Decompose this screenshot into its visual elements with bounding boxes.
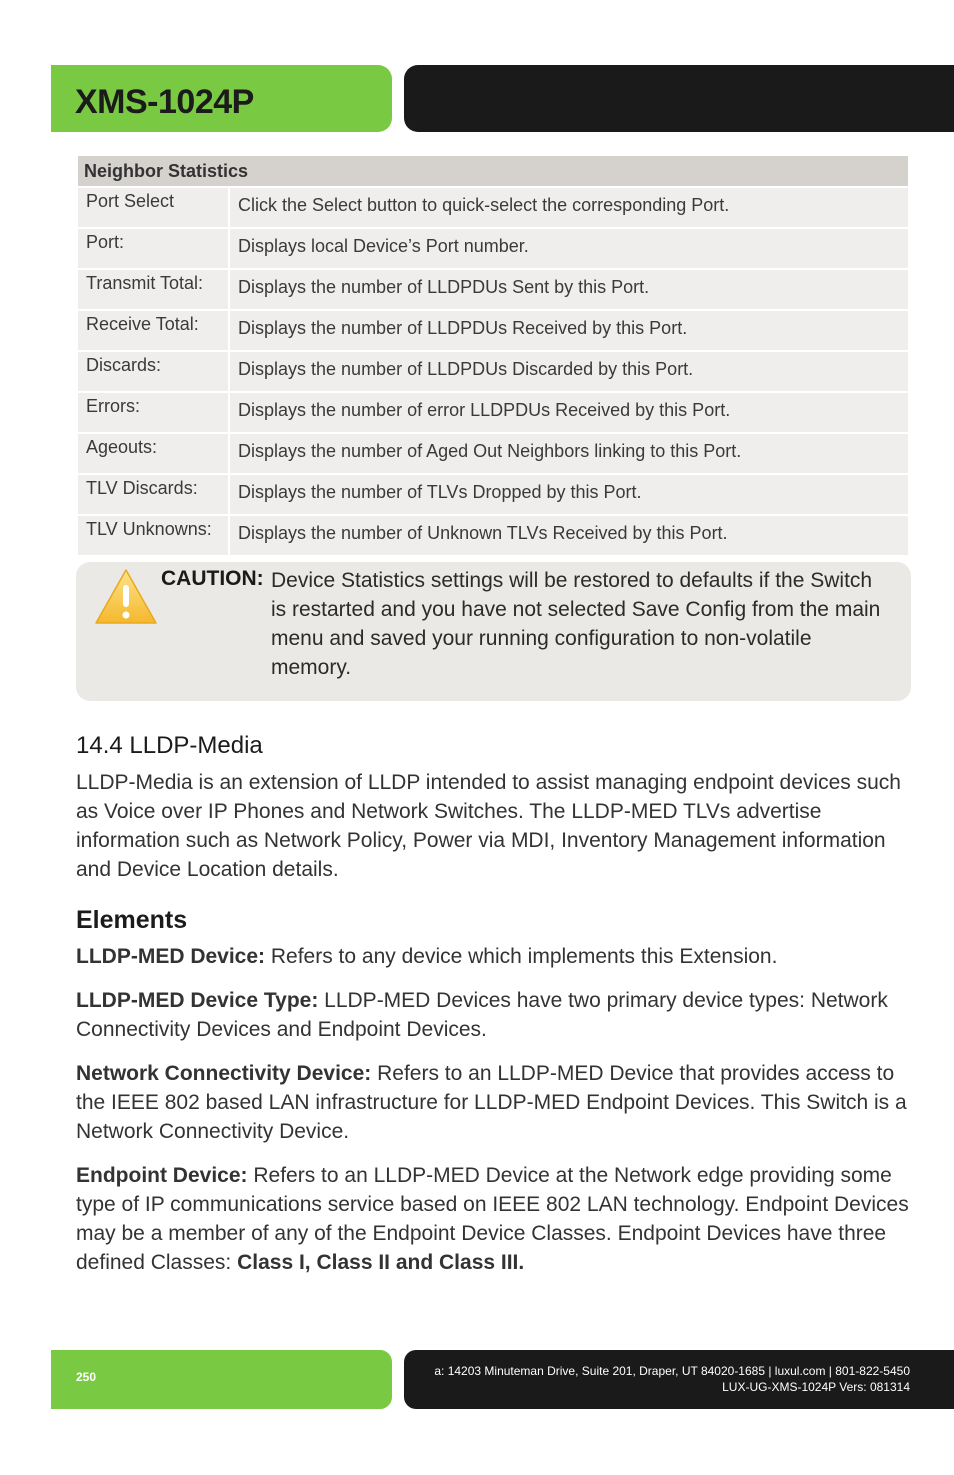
row-description: Displays the number of LLDPDUs Sent by this Port. [230,270,908,309]
row-description: Displays the number of LLDPDUs Discarded by this Port. [230,352,908,391]
row-label: Transmit Total: [78,270,228,309]
definition-term: LLDP-MED Device Type: [76,989,319,1012]
row-description: Displays the number of LLDPDUs Received by this Port. [230,311,908,350]
row-label: Port: [78,229,228,268]
caution-box [76,562,911,701]
elements-title: Elements [76,906,188,934]
row-description: Displays local Device’s Port number. [230,229,908,268]
definition-paragraph [76,1161,911,1277]
table-row [78,270,908,309]
row-description: Displays the number of error LLDPDUs Received by this Port. [230,393,908,432]
row-label: TLV Unknowns: [78,516,228,555]
table-row [78,229,908,268]
footer-info-bar [404,1350,954,1409]
footer-doc-id: LUX-UG-XMS-1024P Vers: 081314 [722,1380,910,1394]
definition-term: Endpoint Device: [76,1164,248,1187]
definition-text: Refers to any device which implements this Extension. [265,945,778,968]
table-row [78,434,908,473]
table-row [78,516,908,555]
row-description: Click the Select button to quick-select the corresponding Port. [230,188,908,227]
caution-label: CAUTION: [161,567,264,590]
caution-text: Device Statistics settings will be restored to defaults if the Switch is restarted and you have not selected Save Config from the main menu and saved your running configuration to non-volatile memory. [271,569,881,679]
row-label: Port Select [78,188,228,227]
table-heading: Neighbor Statistics [78,156,908,186]
neighbor-statistics-table [76,154,910,557]
row-description: Displays the number of TLVs Dropped by this Port. [230,475,908,514]
header-title-bar [51,65,392,132]
table-row [78,393,908,432]
warning-icon [94,567,158,625]
table-row [78,311,908,350]
definition-paragraph [76,1059,911,1146]
row-label: Receive Total: [78,311,228,350]
table-row [78,352,908,391]
definition-paragraph [76,942,911,971]
footer-page-bar [51,1350,392,1409]
table-row [78,475,908,514]
table-row [78,188,908,227]
definition-text: Refers to an LLDP-MED Device at the Network edge providing some type of IP communications service based on IEEE 802 LAN technology. Endpoint Devices may be a member of any of the Endpoint Device Classes. Endpoint Devices have three defined Classes: [76,1164,909,1274]
row-description: Displays the number of Aged Out Neighbors linking to this Port. [230,434,908,473]
footer-address: a: 14203 Minuteman Drive, Suite 201, Draper, UT 84020-1685 | luxul.com | 801-822-5450 [434,1364,910,1378]
header-black-bar [404,65,954,132]
footer-address-block [434,1363,910,1395]
row-label: Ageouts: [78,434,228,473]
page-number: 250 [76,1370,97,1384]
definition-tail: Class I, Class II and Class III. [237,1251,525,1274]
page-title: XMS-1024P [75,83,254,121]
definition-paragraph [76,986,911,1044]
definition-term: Network Connectivity Device: [76,1062,372,1085]
row-label: Errors: [78,393,228,432]
row-label: TLV Discards: [78,475,228,514]
row-description: Displays the number of Unknown TLVs Received by this Port. [230,516,908,555]
definition-term: LLDP-MED Device: [76,945,266,968]
definition-text: LLDP-MED Devices have two primary device types: Network Connectivity Devices and Endpoint Devices. [76,989,888,1041]
definition-text: Refers to an LLDP-MED Device that provides access to the IEEE 802 based LAN infrastructure for LLDP-MED Endpoint Devices. This Switch is a Network Connectivity Device. [76,1062,907,1143]
section-title: 14.4 LLDP-Media [76,732,263,759]
row-label: Discards: [78,352,228,391]
section-body: LLDP-Media is an extension of LLDP intended to assist managing endpoint devices such as Voice over IP Phones and Network Switches. The LLDP-MED TLVs advertise information such as Network Policy, Power via MDI, Inventory Management information and Device Location details. [76,771,901,881]
